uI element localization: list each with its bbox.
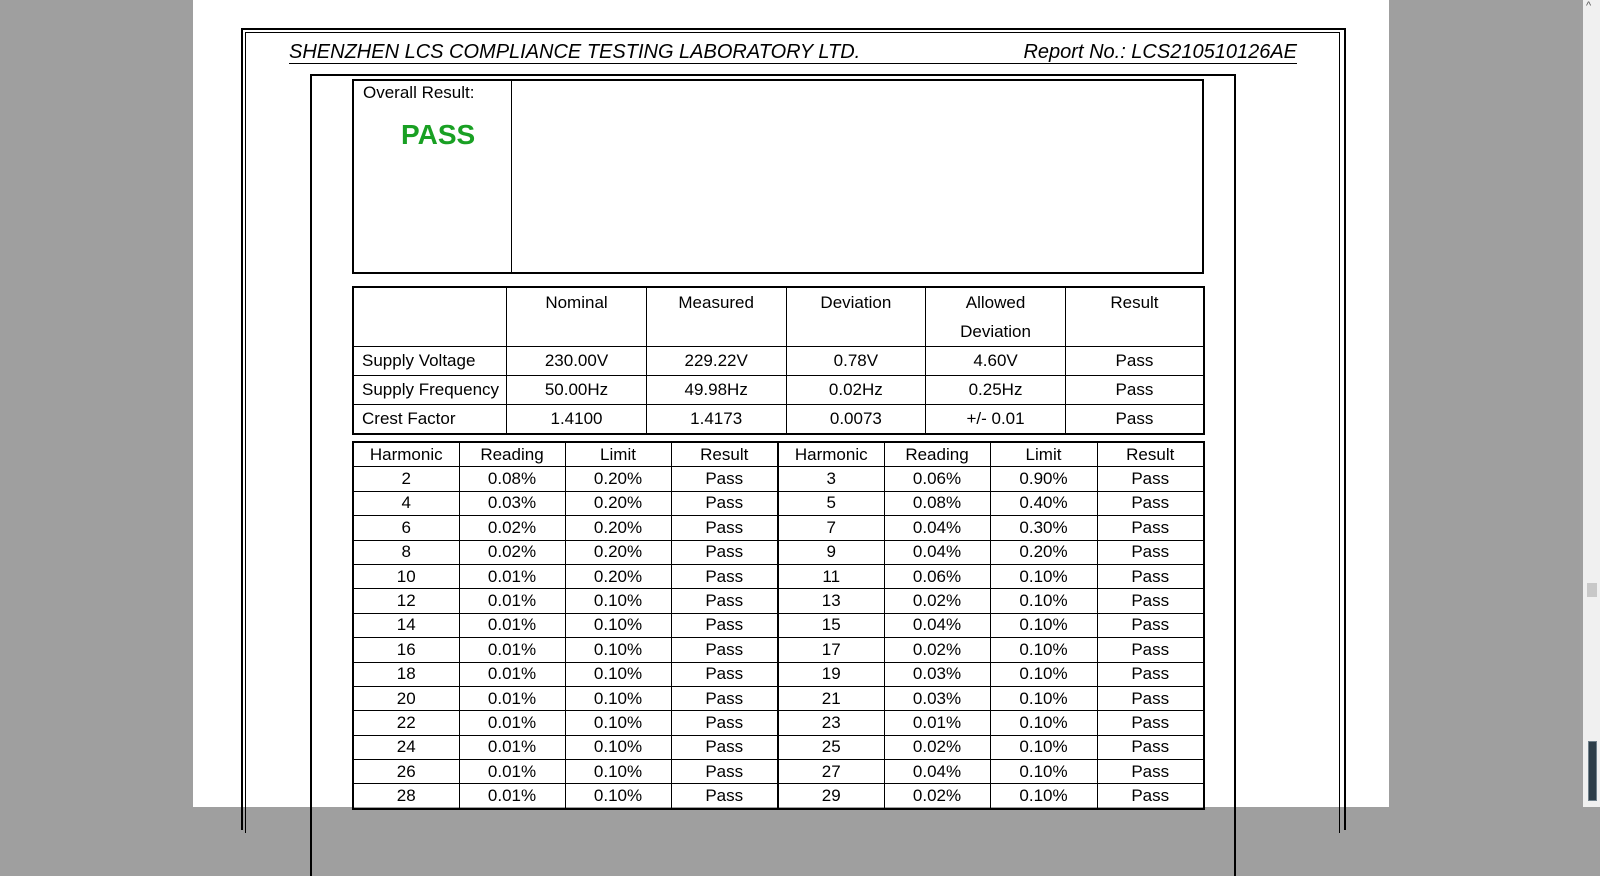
overall-result-cell [354,81,512,272]
condition-row [353,376,1204,405]
condition-label: Supply Voltage [353,347,507,376]
harmonic-reading: 0.04% [884,613,990,637]
header-nominal: Nominal [507,287,647,347]
header-reading: Reading [459,442,565,467]
harmonic-order: 5 [778,491,884,515]
harmonics-header-row [353,442,1204,467]
report-header [289,41,1297,64]
harmonic-result: Pass [671,540,778,564]
condition-result: Pass [1065,376,1204,405]
harmonic-reading: 0.01% [459,760,565,784]
harmonic-result: Pass [1097,662,1204,686]
harmonic-reading: 0.02% [459,540,565,564]
harmonic-result: Pass [671,638,778,662]
report-number: Report No.: LCS210510126AE [1023,41,1297,63]
condition-deviation: 0.02Hz [786,376,926,405]
harmonic-order: 23 [778,711,884,735]
harmonic-reading: 0.01% [459,784,565,809]
harmonic-row [353,711,1204,735]
harmonic-reading: 0.06% [884,564,990,588]
header-allowed: Allowed [965,293,1026,312]
harmonic-result: Pass [671,662,778,686]
harmonic-order: 14 [353,613,459,637]
harmonic-order: 22 [353,711,459,735]
harmonic-limit: 0.10% [565,686,671,710]
harmonic-reading: 0.08% [884,491,990,515]
harmonic-row [353,784,1204,809]
harmonic-result: Pass [671,735,778,759]
condition-row [353,405,1204,435]
harmonic-reading: 0.01% [459,711,565,735]
harmonic-reading: 0.02% [884,735,990,759]
scrollbar-thumb[interactable] [1587,583,1597,597]
harmonic-reading: 0.01% [459,564,565,588]
harmonic-reading: 0.01% [459,686,565,710]
harmonic-result: Pass [1097,784,1204,809]
harmonic-row [353,760,1204,784]
condition-row [353,347,1204,376]
harmonic-row [353,686,1204,710]
condition-result: Pass [1065,347,1204,376]
harmonic-reading: 0.02% [459,516,565,540]
harmonic-reading: 0.01% [884,711,990,735]
harmonic-order: 18 [353,662,459,686]
test-conditions-table [352,286,1205,435]
harmonic-result: Pass [671,784,778,809]
harmonic-reading: 0.06% [884,467,990,491]
harmonic-order: 2 [353,467,459,491]
harmonic-result: Pass [1097,686,1204,710]
harmonic-limit: 0.10% [990,711,1097,735]
header-limit-odd: Limit [990,442,1097,467]
harmonic-reading: 0.03% [884,686,990,710]
harmonic-reading: 0.01% [459,589,565,613]
harmonic-order: 29 [778,784,884,809]
harmonic-limit: 0.10% [990,638,1097,662]
harmonic-order: 26 [353,760,459,784]
harmonic-limit: 0.10% [990,613,1097,637]
harmonic-limit: 0.10% [565,662,671,686]
condition-nominal: 50.00Hz [507,376,647,405]
harmonic-limit: 0.10% [565,784,671,809]
harmonic-order: 3 [778,467,884,491]
harmonic-reading: 0.04% [884,516,990,540]
harmonic-limit: 0.20% [990,540,1097,564]
harmonic-limit: 0.10% [565,613,671,637]
harmonic-limit: 0.10% [990,686,1097,710]
condition-measured: 229.22V [646,347,786,376]
harmonic-row [353,491,1204,515]
vertical-scrollbar[interactable] [1583,0,1600,807]
harmonic-row [353,564,1204,588]
harmonic-limit: 0.10% [565,589,671,613]
harmonic-limit: 0.10% [990,564,1097,588]
harmonic-limit: 0.10% [565,638,671,662]
harmonic-row [353,467,1204,491]
harmonic-limit: 0.10% [990,589,1097,613]
overall-result-box [352,79,1204,274]
harmonic-order: 15 [778,613,884,637]
harmonic-limit: 0.40% [990,491,1097,515]
harmonic-row [353,589,1204,613]
harmonic-result: Pass [671,564,778,588]
harmonic-limit: 0.20% [565,540,671,564]
header-result-odd: Result [1097,442,1204,467]
harmonic-result: Pass [671,589,778,613]
condition-allowed: +/- 0.01 [926,405,1066,435]
harmonic-result: Pass [1097,735,1204,759]
header-result: Result [1065,287,1204,347]
harmonic-order: 21 [778,686,884,710]
scrollbar-widget[interactable] [1588,741,1597,801]
condition-nominal: 230.00V [507,347,647,376]
lab-name: SHENZHEN LCS COMPLIANCE TESTING LABORATORY LTD. [289,41,861,63]
harmonic-result: Pass [1097,491,1204,515]
harmonic-result: Pass [671,491,778,515]
condition-allowed: 4.60V [926,347,1066,376]
harmonic-order: 17 [778,638,884,662]
harmonic-limit: 0.10% [990,735,1097,759]
harmonic-row [353,662,1204,686]
harmonic-limit: 0.20% [565,516,671,540]
harmonic-reading: 0.03% [459,491,565,515]
harmonic-order: 28 [353,784,459,809]
condition-label: Crest Factor [353,405,507,435]
harmonic-reading: 0.01% [459,662,565,686]
harmonic-reading: 0.02% [884,638,990,662]
harmonic-result: Pass [671,686,778,710]
harmonic-reading: 0.01% [459,613,565,637]
condition-result: Pass [1065,405,1204,435]
harmonic-result: Pass [1097,613,1204,637]
harmonic-reading: 0.02% [884,784,990,809]
harmonic-reading: 0.01% [459,638,565,662]
harmonic-order: 12 [353,589,459,613]
condition-allowed: 0.25Hz [926,376,1066,405]
harmonic-reading: 0.03% [884,662,990,686]
harmonic-order: 7 [778,516,884,540]
condition-nominal: 1.4100 [507,405,647,435]
header-limit: Limit [565,442,671,467]
harmonic-row [353,735,1204,759]
harmonic-result: Pass [1097,540,1204,564]
conditions-header-blank [353,287,507,347]
harmonic-limit: 0.20% [565,491,671,515]
harmonic-order: 24 [353,735,459,759]
harmonic-reading: 0.01% [459,735,565,759]
harmonic-limit: 0.20% [565,467,671,491]
harmonic-order: 10 [353,564,459,588]
harmonic-result: Pass [671,516,778,540]
harmonic-result: Pass [1097,711,1204,735]
harmonic-row [353,613,1204,637]
harmonic-row [353,516,1204,540]
harmonic-result: Pass [671,613,778,637]
harmonic-order: 16 [353,638,459,662]
header-deviation: Deviation [786,287,926,347]
overall-result-value: PASS [401,119,476,150]
harmonic-order: 11 [778,564,884,588]
harmonic-row [353,638,1204,662]
header-allowed-deviation [926,287,1066,347]
header-allowed-sub: Deviation [960,322,1031,341]
condition-measured: 1.4173 [646,405,786,435]
harmonic-reading: 0.02% [884,589,990,613]
harmonic-result: Pass [1097,638,1204,662]
chevron-up-icon[interactable]: ^ [1586,0,1592,12]
condition-deviation: 0.0073 [786,405,926,435]
harmonic-result: Pass [1097,467,1204,491]
harmonic-order: 27 [778,760,884,784]
harmonic-result: Pass [671,467,778,491]
harmonic-result: Pass [671,760,778,784]
harmonic-order: 4 [353,491,459,515]
harmonic-reading: 0.08% [459,467,565,491]
harmonic-reading: 0.04% [884,760,990,784]
header-measured: Measured [646,287,786,347]
header-harmonic-odd: Harmonic [778,442,884,467]
harmonic-reading: 0.04% [884,540,990,564]
header-reading-odd: Reading [884,442,990,467]
harmonic-order: 13 [778,589,884,613]
header-harmonic: Harmonic [353,442,459,467]
harmonic-limit: 0.20% [565,564,671,588]
harmonic-order: 20 [353,686,459,710]
harmonic-order: 9 [778,540,884,564]
harmonic-result: Pass [1097,760,1204,784]
harmonic-limit: 0.10% [990,760,1097,784]
harmonic-limit: 0.10% [565,711,671,735]
harmonic-result: Pass [1097,516,1204,540]
harmonics-table [352,441,1205,810]
harmonic-limit: 0.10% [990,662,1097,686]
harmonic-result: Pass [671,711,778,735]
harmonic-order: 25 [778,735,884,759]
condition-measured: 49.98Hz [646,376,786,405]
overall-result-label: Overall Result: [363,83,475,102]
condition-deviation: 0.78V [786,347,926,376]
conditions-header-row [353,287,1204,347]
harmonic-limit: 0.10% [565,735,671,759]
harmonic-limit: 0.10% [565,760,671,784]
harmonic-limit: 0.10% [990,784,1097,809]
harmonic-row [353,540,1204,564]
harmonic-order: 8 [353,540,459,564]
harmonic-result: Pass [1097,564,1204,588]
harmonic-order: 19 [778,662,884,686]
condition-label: Supply Frequency [353,376,507,405]
header-result: Result [671,442,778,467]
harmonic-limit: 0.90% [990,467,1097,491]
harmonic-result: Pass [1097,589,1204,613]
harmonic-limit: 0.30% [990,516,1097,540]
harmonic-order: 6 [353,516,459,540]
